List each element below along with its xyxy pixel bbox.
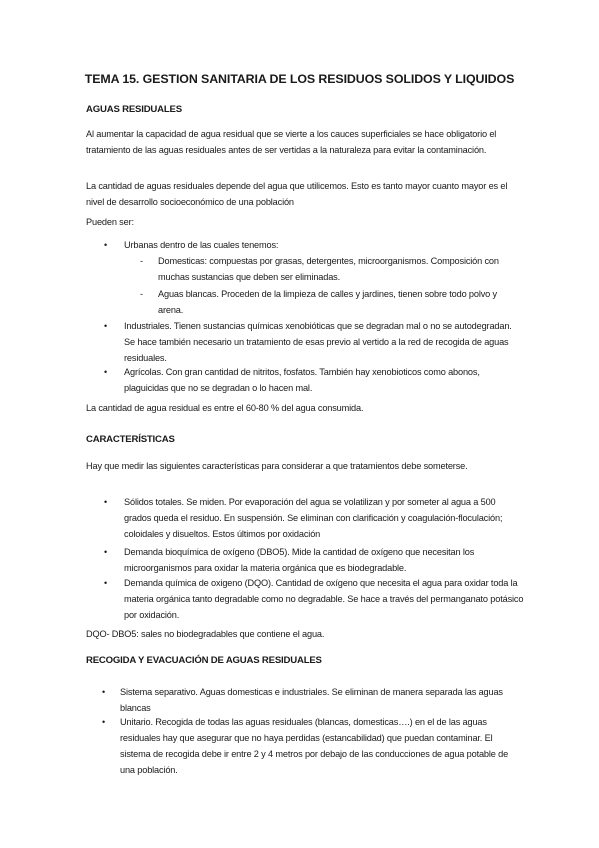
- list-item: Demanda química de oxigeno (DQO). Cantidad de oxígeno que necesita el agua para oxidar toda la materia orgánica tanto degradable como no degradable. Se hace a través del permanganato potásico por oxidación.: [124, 578, 524, 620]
- document-title: TEMA 15. GESTION SANITARIA DE LOS RESIDUOS SOLIDOS Y LIQUIDOS: [84, 72, 515, 86]
- list-item: Agrícolas. Con gran cantidad de nitritos, fosfatos. También hay xenobioticos como abonos, plaguicidas que no se degradan o lo hacen mal.: [124, 367, 480, 393]
- heading-recogida-evacuacion: RECOGIDA Y EVACUACIÓN DE AGUAS RESIDUALES: [86, 655, 322, 666]
- list-item: Unitario. Recogida de todas las aguas residuales (blancas, domesticas….) en el de las aguas residuales hay que asegurar que no haya perdidas (estancabilidad) que puedan contaminar. El sistema de recogida debe ir entre 2 y 4 metros por debajo de las conducciones de agua potable de una población.: [120, 717, 509, 775]
- sub-list-item: Aguas blancas. Proceden de la limpieza de calles y jardines, tienen sobre todo polvo y arena.: [158, 289, 497, 315]
- heading-aguas-residuales: AGUAS RESIDUALES: [86, 104, 182, 115]
- dash-marker: -: [140, 256, 143, 266]
- paragraph: Pueden ser:: [86, 217, 134, 227]
- bullet-marker: •: [104, 240, 108, 250]
- bullet-marker: •: [104, 321, 108, 331]
- bullet-marker: •: [102, 717, 106, 727]
- sub-list-item: Domesticas: compuestas por grasas, detergentes, microorganismos. Composición con muchas sustancias que deben ser eliminadas.: [158, 256, 499, 282]
- paragraph: La cantidad de aguas residuales depende del agua que utilicemos. Esto es tanto mayor cuanto mayor es el nivel de desarrollo socioeconómico de una población: [86, 181, 508, 207]
- paragraph: Al aumentar la capacidad de agua residual que se vierte a los cauces superficiales se hace obligatorio el tratamiento de las aguas residuales antes de ser vertidas a la naturaleza para evitar la contaminación.: [86, 129, 497, 155]
- list-item: Demanda bioquímica de oxígeno (DBO5). Mide la cantidad de oxígeno que necesitan los microorganismos para oxidar la materia orgánica que es biodegradable.: [124, 547, 475, 573]
- heading-caracteristicas: CARACTERÍSTICAS: [86, 434, 175, 445]
- bullet-marker: •: [104, 547, 108, 557]
- paragraph: DQO- DBO5: sales no biodegradables que contiene el agua.: [86, 629, 325, 639]
- paragraph: Hay que medir las siguientes características para considerar a que tratamientos debe someterse.: [86, 461, 468, 471]
- bullet-marker: •: [104, 367, 108, 377]
- paragraph: La cantidad de agua residual es entre el 60-80 % del agua consumida.: [86, 403, 364, 413]
- bullet-marker: •: [104, 578, 108, 588]
- list-item: Sólidos totales. Se miden. Por evaporación del agua se volatilizan y por someter al agua a 500 grados queda el residuo. En suspensión. Se eliminan con clarificación y coagulación-floculación; coloidales y disueltos. Estos últimos por oxidación: [124, 497, 503, 539]
- list-item: Urbanas dentro de las cuales tenemos:: [124, 240, 279, 250]
- bullet-marker: •: [104, 497, 108, 507]
- bullet-marker: •: [102, 687, 106, 697]
- list-item: Sistema separativo. Aguas domesticas e industriales. Se eliminan de manera separada las aguas blancas: [120, 687, 503, 713]
- dash-marker: -: [140, 289, 143, 299]
- list-item: Industriales. Tienen sustancias químicas xenobióticas que se degradan mal o no se autodegradan. Se hace también necesario un tratamiento de esas previo al vertido a la red de recogida de aguas residuales.: [124, 321, 512, 363]
